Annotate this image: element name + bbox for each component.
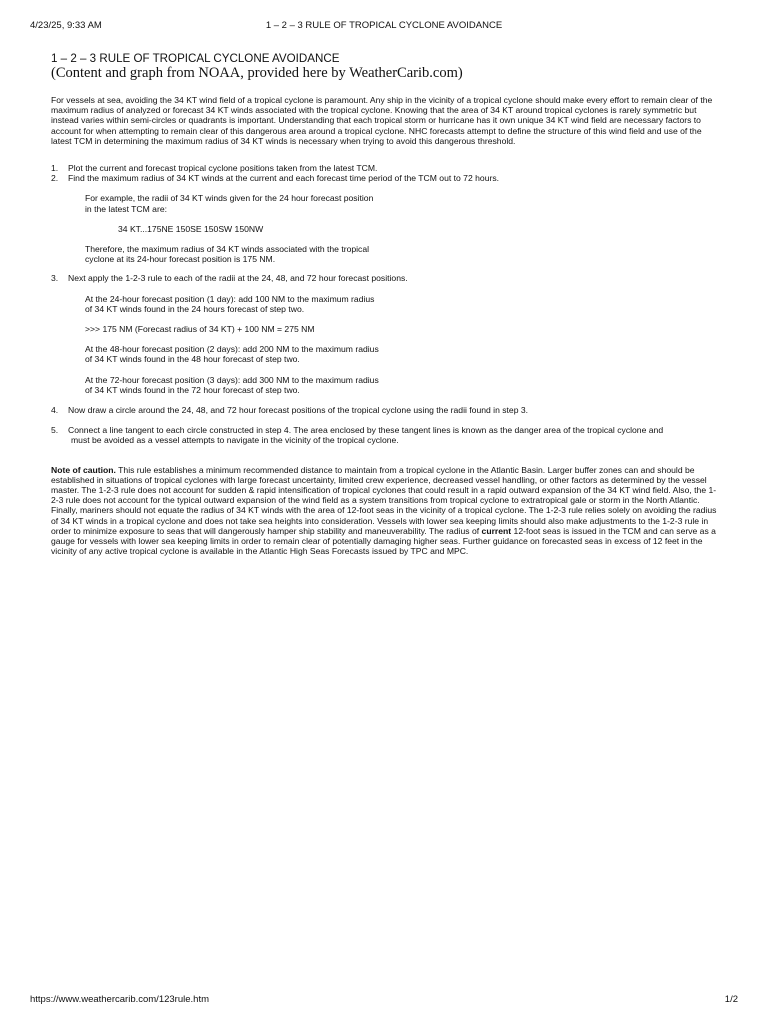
step-3-48h: [85, 344, 717, 364]
text-line: of 34 KT winds found in the 48 hour forecast of step two.: [85, 354, 300, 365]
step-4: [51, 405, 717, 415]
caution-text: This rule establishes a minimum recommended distance to maintain from a tropical cyclone in the Atlantic Basin. Larger buffer zones can and should be established in situations of tropical cyclones with large forecast uncertainty, limited crew experience, decreased vessel handling, or other factors as determined by the vessel master. The 1-2-3 rule does not account for sudden & rapid intensification of tropical cyclones that could result in a rapid outward expansion of the 34 KT wind field. Also, the 1-2-3 rule does not account for the typical outward expansion of the wind field as a system transitions from tropical cyclone to extratropical gale or storm in the North Atlantic. Finally, mariners should not equate the radius of 34 KT winds with the area of 12-foot seas in the vicinity of a tropical cyclone. The 1-2-3 rule relies solely on avoiding the radius of 34 KT winds in a tropical cyclone and does not take sea heights into consideration. Vessels with lower sea keeping limits should also make adjustments to the 1-2-3 rule in order to minimize exposure to seas that will dangerously hamper ship stability and maneuverability. The radius of: [51, 464, 717, 536]
step-2-radii: 34 KT...175NE 150SE 150SW 150NW: [118, 223, 264, 234]
caution-emphasis: current: [481, 525, 512, 536]
print-date: 4/23/25, 9:33 AM: [30, 20, 102, 31]
step-2-therefore: [85, 244, 717, 264]
step-number: 1.: [51, 163, 59, 174]
steps-list: [51, 163, 717, 446]
text-line: Therefore, the maximum radius of 34 KT winds associated with the tropical: [85, 244, 370, 255]
step-text: Next apply the 1-2-3 rule to each of the radii at the 24, 48, and 72 hour forecast positions.: [68, 273, 408, 284]
step-3-24h: [85, 294, 717, 314]
doc-title: 1 – 2 – 3 RULE OF TROPICAL CYCLONE AVOIDANCE: [51, 52, 340, 65]
step-text: Plot the current and forecast tropical cyclone positions taken from the latest TCM.: [68, 163, 378, 174]
text-line: of 34 KT winds found in the 72 hour forecast of step two.: [85, 384, 300, 395]
step-number: 2.: [51, 173, 59, 184]
step-3-calculation: >>> 175 NM (Forecast radius of 34 KT) + 100 NM = 275 NM: [85, 324, 315, 335]
print-url: https://www.weathercarib.com/123rule.htm: [30, 994, 209, 1005]
document-body: [51, 52, 717, 557]
text-line: For example, the radii of 34 KT winds given for the 24 hour forecast position: [85, 193, 374, 204]
intro-paragraph: For vessels at sea, avoiding the 34 KT wind field of a tropical cyclone is paramount. Any ship in the vicinity of a tropical cyclone should make every effort to remain clear of the maximum radius of analyzed or forecast 34 KT winds associated with the tropical cyclone. Knowing that the area of 34 KT around tropical cyclones is rarely symmetric but instead varies within semi-circles or quadrants is important. Understanding that each tropical storm or hurricane has it own unique 34 KT wind field are necessary factors to account for when attempting to remain clear of this dangerous area around a tropical cyclone. NHC forecasts attempt to define the structure of this wind field and use of the latest TCM in determining the maximum radius of 34 KT winds is necessary when trying to avoid this dangerous threshold.: [51, 95, 713, 146]
caution-text-end: 12-foot seas is issued in the TCM and can serve as a gauge for vessels with lower sea keeping limits in order to remain clear of potentially damaging higher seas. Further guidance on forecasted seas in excess of 12 feet in the vicinity of any active tropical cyclone is available in the Atlantic High Seas Forecasts issued by TPC and MPC.: [51, 525, 716, 557]
caution-paragraph: [51, 465, 717, 557]
step-text: Connect a line tangent to each circle constructed in step 4. The area enclosed by these tangent lines is known as the danger area of the tropical cyclone and: [68, 425, 664, 436]
step-1: [51, 163, 717, 173]
step-3-72h: [85, 375, 717, 395]
step-text-continued: must be avoided as a vessel attempts to navigate in the vicinity of the tropical cyclone.: [71, 435, 399, 446]
step-number: 4.: [51, 405, 59, 416]
text-line: of 34 KT winds found in the 24 hours forecast of step two.: [85, 303, 305, 314]
print-header-title: 1 – 2 – 3 RULE OF TROPICAL CYCLONE AVOIDANCE: [265, 20, 503, 31]
step-2: [51, 173, 717, 183]
text-line: cyclone at its 24-hour forecast position is 175 NM.: [85, 254, 276, 265]
text-line: At the 72-hour forecast position (3 days): add 300 NM to the maximum radius: [85, 374, 379, 385]
step-text: Now draw a circle around the 24, 48, and 72 hour forecast positions of the tropical cyclone using the radii found in step 3.: [68, 405, 529, 416]
step-number: 3.: [51, 273, 59, 284]
step-3: [51, 273, 717, 283]
text-line: At the 24-hour forecast position (1 day): add 100 NM to the maximum radius: [85, 293, 375, 304]
text-line: At the 48-hour forecast position (2 days): add 200 NM to the maximum radius: [85, 344, 379, 355]
step-number: 5.: [51, 425, 59, 436]
step-2-example: [85, 193, 717, 213]
step-5: [51, 425, 717, 445]
doc-subtitle: (Content and graph from NOAA, provided here by WeatherCarib.com): [51, 65, 463, 81]
caution-label: Note of caution.: [51, 464, 116, 475]
page-number: 1/2: [724, 994, 738, 1005]
text-line: in the latest TCM are:: [85, 203, 167, 214]
step-text: Find the maximum radius of 34 KT winds at the current and each forecast time period of the TCM out to 72 hours.: [68, 173, 500, 184]
